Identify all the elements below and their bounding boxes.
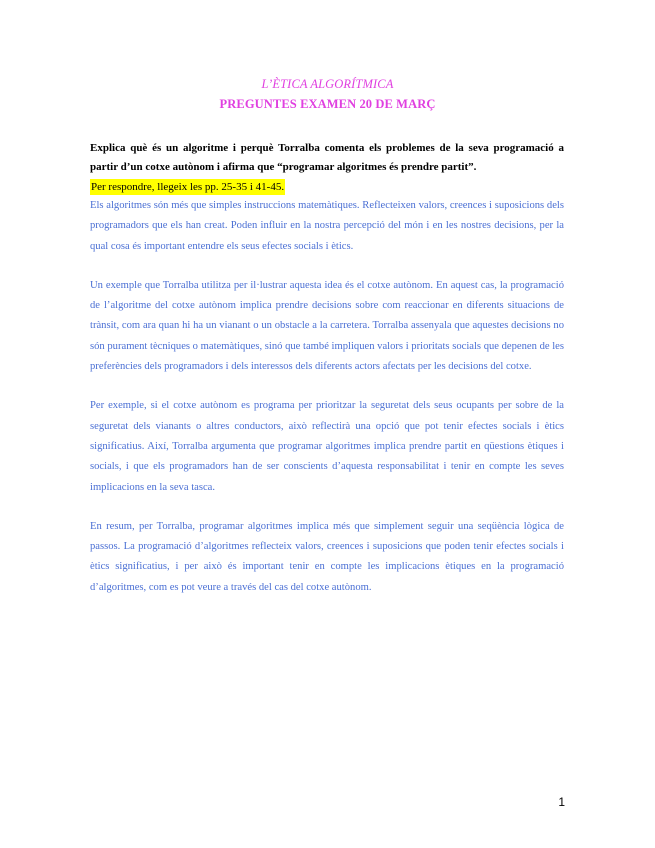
page-number: 1 bbox=[558, 795, 565, 809]
document-title: L’ÈTICA ALGORÍTMICA bbox=[261, 77, 394, 91]
answer-paragraph-1: Els algoritmes són més que simples instruccions matemàtiques. Reflecteixen valors, creences i suposicions dels programadors que els han creat. Poden influir en la nostra percepció del món i en les nostres decisions, per la qual cosa és important entendre els seus efectes socials i ètics. bbox=[90, 200, 564, 252]
answer-paragraph-3: Per exemple, si el cotxe autònom es programa per prioritzar la seguretat dels seus ocupants per sobre de la seguretat dels vianants o altres conductors, això reflectirà una opció que pot tenir efectes socials i ètics significatius. Així, Torralba argumenta que programar algoritmes implica prendre partit en qüestions ètiques i socials, i que els programadors han de ser conscients d’aquesta responsabilitat i tenir en compte les seves implicacions en la seva tasca. bbox=[90, 400, 564, 493]
document-body bbox=[90, 139, 564, 598]
document-subtitle: PREGUNTES EXAMEN 20 DE MARÇ bbox=[219, 97, 436, 111]
reading-instruction: Per respondre, llegeix les pp. 25-35 i 41-45. bbox=[91, 181, 285, 193]
exam-question: Explica què és un algoritme i perquè Torralba comenta els problemes de la seva programació a partir d’un cotxe autònom i afirma que “programar algoritmes és prendre partit”. bbox=[90, 142, 564, 173]
answer-paragraph-2: Un exemple que Torralba utilitza per il·lustrar aquesta idea és el cotxe autònom. En aquest cas, la programació de l’algoritme del cotxe autònom implica prendre decisions sobre com reaccionar en diferents situacions de trànsit, com ara quan hi ha un vianant o un obstacle a la carretera. Torralba assenyala que aquestes decisions no són purament tècniques o matemàtiques, sinó que també impliquen valors i prioritats socials que depenen de les preferències dels programadors i dels interessos dels diferents actors afectats per les decisions del cotxe. bbox=[90, 279, 564, 373]
answer-paragraph-4: En resum, per Torralba, programar algoritmes implica més que simplement seguir una seqüència lògica de passos. La programació d’algoritmes reflecteix valors, creences i suposicions que poden tenir efectes socials i ètics significatius, i per això és important tenir en compte les implicacions ètiques en la programació d’algoritmes, com es pot veure a través del cas del cotxe autònom. bbox=[90, 520, 564, 593]
